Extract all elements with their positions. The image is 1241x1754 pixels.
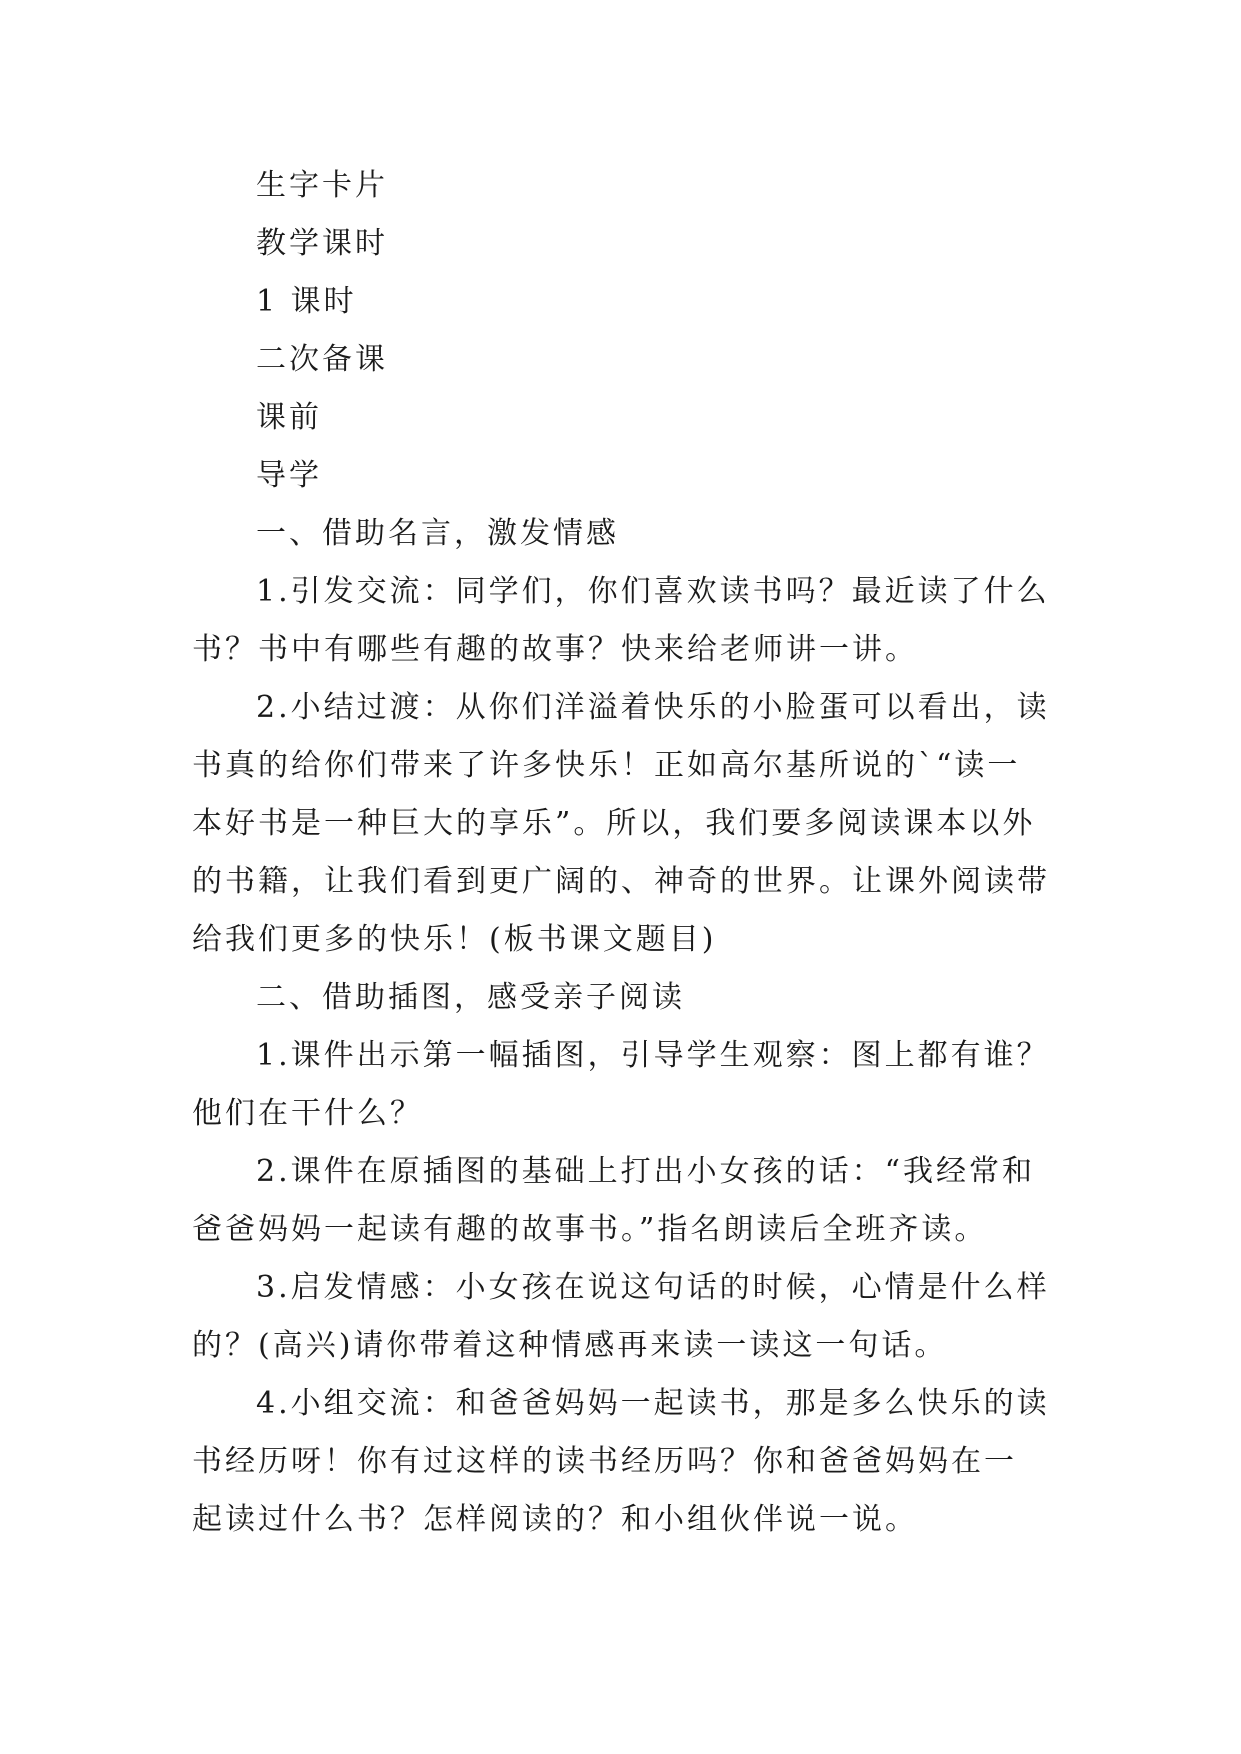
text-line: 1.引发交流：同学们，你们喜欢读书吗？最近读了什么 (256, 574, 1050, 609)
text-line: 书经历呀！你有过这样的读书经历吗？你和爸爸妈妈在一 (192, 1444, 1017, 1479)
text-line: 3.启发情感：小女孩在说这句话的时候，心情是什么样 (256, 1270, 1050, 1305)
text-line: 爸爸妈妈一起读有趣的故事书。”指名朗读后全班齐读。 (192, 1212, 988, 1247)
text-line: 二次备课 (256, 342, 388, 377)
text-line: 1 课时 (256, 284, 357, 319)
text-line: 给我们更多的快乐！(板书课文题目) (192, 922, 717, 957)
text-line: 书？书中有哪些有趣的故事？快来给老师讲一讲。 (192, 632, 918, 667)
text-line: 导学 (256, 458, 322, 493)
text-line: 书真的给你们带来了许多快乐！正如高尔基所说的`“读一 (192, 748, 1021, 783)
text-line: 教学课时 (256, 226, 388, 261)
text-line: 的书籍，让我们看到更广阔的、神奇的世界。让课外阅读带 (192, 864, 1050, 899)
text-line: 4.小组交流：和爸爸妈妈一起读书，那是多么快乐的读 (256, 1386, 1050, 1421)
text-line: 生字卡片 (256, 168, 388, 203)
text-line: 他们在干什么？ (192, 1096, 423, 1131)
text-line: 本好书是一种巨大的享乐”。所以，我们要多阅读课本以外 (192, 806, 1036, 841)
text-line: 课前 (256, 400, 322, 435)
section-heading: 一、借助名言，激发情感 (256, 516, 619, 551)
section-heading: 二、借助插图，感受亲子阅读 (256, 980, 685, 1015)
text-line: 2.小结过渡：从你们洋溢着快乐的小脸蛋可以看出，读 (256, 690, 1050, 725)
text-line: 1.课件出示第一幅插图，引导学生观察：图上都有谁？ (256, 1038, 1050, 1073)
text-line: 2.课件在原插图的基础上打出小女孩的话：“我经常和 (256, 1154, 1035, 1189)
text-line: 起读过什么书？怎样阅读的？和小组伙伴说一说。 (192, 1502, 918, 1537)
text-line: 的？(高兴)请你带着这种情感再来读一读这一句话。 (192, 1328, 948, 1363)
